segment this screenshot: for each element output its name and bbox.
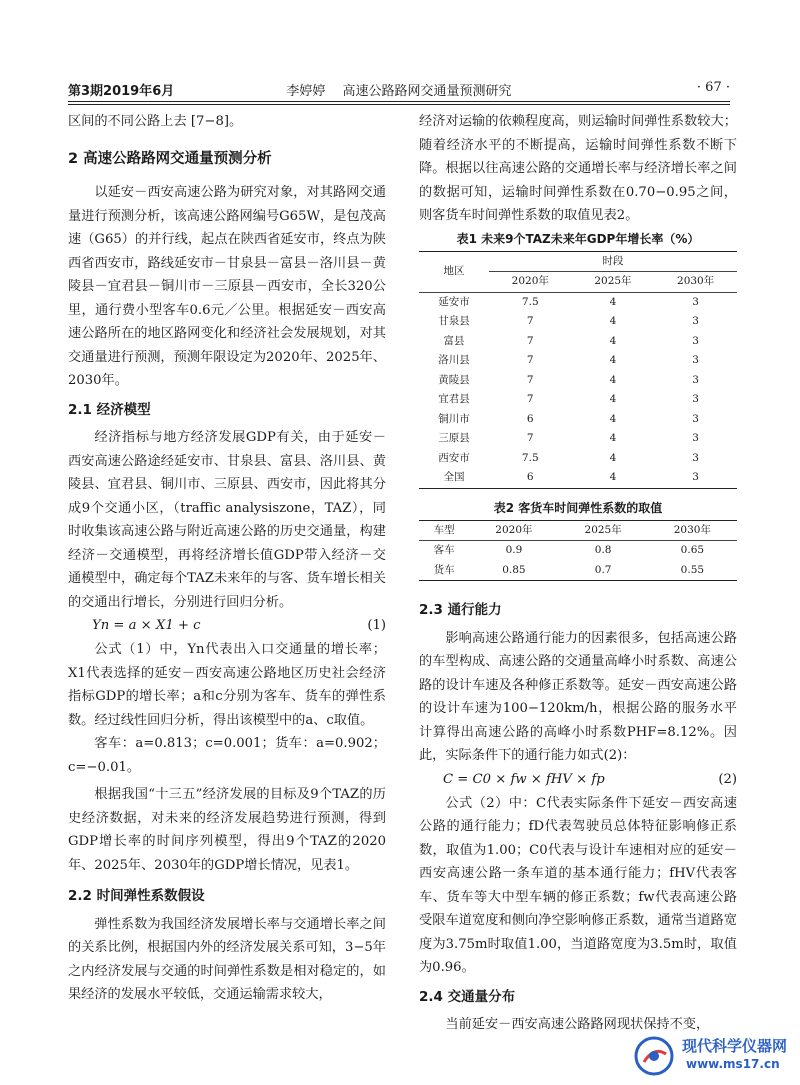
table-cell: 3 xyxy=(692,334,699,347)
table-row xyxy=(419,410,737,430)
table-row xyxy=(419,468,737,488)
equation-2 xyxy=(419,768,737,792)
header-rule xyxy=(68,101,730,102)
subsection-heading: 2.2 时间弹性系数假设 xyxy=(68,888,205,904)
table-cell: 4 xyxy=(609,315,617,327)
table-cell: 3 xyxy=(692,451,699,464)
author-title: 李婷婷 高速公路路网交通量预测研究 xyxy=(286,84,512,99)
table-cell: 4 xyxy=(609,373,617,386)
subsection-heading: 2.3 通行能力 xyxy=(419,602,502,618)
table-2 xyxy=(419,520,737,582)
table-cell: 洛川县 xyxy=(438,354,470,366)
table-cell: 黄陵县 xyxy=(438,373,470,386)
table-cell: 客车 xyxy=(433,544,455,556)
table-cell: 4 xyxy=(609,295,617,308)
table-cell: 甘泉县 xyxy=(438,315,470,327)
table-row xyxy=(419,390,737,410)
left-column xyxy=(68,110,386,1007)
header-rule-thin xyxy=(68,104,730,105)
table-row xyxy=(419,541,737,561)
table-cell: 富县 xyxy=(443,334,465,347)
table-cell: 货车 xyxy=(433,563,455,576)
table-cell: 3 xyxy=(692,432,699,444)
table-cell: 西安市 xyxy=(438,451,470,464)
table-row xyxy=(419,332,737,352)
table-cell: 7 xyxy=(526,432,534,444)
table-row xyxy=(419,292,737,312)
watermark-logo xyxy=(632,1030,792,1080)
section-heading: 2 高速公路路网交通量预测分析 xyxy=(68,150,272,167)
table-cell: 3 xyxy=(692,295,699,308)
table-cell: 0.8 xyxy=(594,544,612,556)
table-row xyxy=(419,449,737,469)
table-cell: 4 xyxy=(609,471,617,483)
equation-1 xyxy=(68,614,386,638)
table-cell: 3 xyxy=(692,412,699,425)
table-cell: 6 xyxy=(526,412,534,425)
table-cell: 3 xyxy=(692,315,699,327)
table-cell: 3 xyxy=(692,393,699,405)
table-cell: 延安市 xyxy=(438,295,470,308)
table-cell: 7 xyxy=(526,334,534,347)
table-cell: 铜川市 xyxy=(438,412,470,425)
table-2-caption: 表2 客货车时间弹性系数的取值 xyxy=(493,500,663,515)
table-cell: 0.55 xyxy=(680,563,705,576)
table-header: 2025年 xyxy=(584,523,622,536)
table-cell: 7.5 xyxy=(521,451,539,464)
paragraph: 以延安－西安高速公路为研究对象，对其路网交通量进行预测分析，该高速公路网编号G65W，是包茂高速（G65）的并行线，起点在陕西省延安市，终点为陕西省西安市，路线延安市－甘泉县－富县－洛川县－黄陵县－宜君县－铜川市－三原县－西安市，全长320公里，通行费小型客车0.6元／公里。根据延安－西安高速公路所在的地区路网变化和经济社会发展规划，对其交通量进行预测，预测年限设定为2020年、2025年、2030年。 xyxy=(68,185,386,388)
table-cell: 4 xyxy=(609,393,617,405)
running-header xyxy=(68,80,730,100)
table-cell: 4 xyxy=(609,432,617,444)
watermark-url: www.ms17.cn xyxy=(686,1057,780,1071)
table-cell: 6 xyxy=(526,471,534,483)
table-header: 2025年 xyxy=(594,275,632,287)
equation-formula: Yn = a × X1 + c xyxy=(92,618,201,633)
table-1 xyxy=(419,251,737,489)
table-cell: 3 xyxy=(692,373,699,386)
table-header: 2020年 xyxy=(495,523,533,536)
table-row xyxy=(419,312,737,332)
subsection-heading: 2.4 交通量分布 xyxy=(419,988,516,1005)
table-1-caption: 表1 未来9个TAZ未来年GDP年增长率（%） xyxy=(456,231,700,246)
page-number: · 67 · xyxy=(696,80,730,95)
equation-number: (1) xyxy=(367,618,386,633)
table-row xyxy=(419,561,737,581)
table-cell: 0.65 xyxy=(680,544,705,556)
paragraph: 当前延安－西安高速公路路网现状保持不变， xyxy=(445,1017,710,1032)
journal-issue: 第3期2019年6月 xyxy=(68,84,175,99)
paragraph: 客车：a=0.813；c=0.001；货车：a=0.902；c=−0.01。 xyxy=(68,736,386,775)
table-cell: 全国 xyxy=(443,471,465,483)
paragraph: 区间的不同公路上去 [7−8]。 xyxy=(68,114,243,129)
table-cell: 7 xyxy=(526,354,534,366)
flask-logo-icon xyxy=(632,1032,676,1076)
table-header: 时段 xyxy=(489,251,737,272)
watermark-name: 现代科学仪器网 xyxy=(682,1037,788,1055)
table-cell: 3 xyxy=(692,471,699,483)
table-cell: 3 xyxy=(692,354,699,366)
table-header: 2030年 xyxy=(673,523,711,536)
table-cell: 7 xyxy=(526,393,534,405)
table-cell: 4 xyxy=(609,354,617,366)
table-cell: 7 xyxy=(526,373,534,386)
table-cell: 4 xyxy=(609,412,617,425)
paragraph: 影响高速公路通行能力的因素很多，包括高速公路的车型构成、高速公路的交通量高峰小时系数、高速公路的设计车速及各种修正系数等。延安－西安高速公路的设计车速为100−120km/h，根据公路的服务水平计算得出高速公路的高峰小时系数PHF=8.12%。因此，实际条件下的通行能力如式(2)： xyxy=(419,630,737,763)
table-cell: 0.85 xyxy=(502,563,526,576)
paragraph: 公式（2）中：C代表实际条件下延安－西安高速公路的通行能力；fD代表驾驶员总体特征影响修正系数，取值为1.00；C0代表与设计车速相对应的延安－西安高速公路一条车道的基本通行能力；fHV代表客车、货车等大中型车辆的修正系数；fw代表高速公路受限车道宽度和侧向净空影响修正系数，通常当道路宽度为3.75m时取值1.00，当道路宽度为3.5m时，取值为0.96。 xyxy=(419,795,737,975)
table-cell: 0.9 xyxy=(505,544,523,556)
paragraph: 公式（1）中，Yn代表出入口交通量的增长率；X1代表选择的延安－西安高速公路地区历史社会经济指标GDP的增长率；a和c分别为客车、货车的弹性系数。经过线性回归分析，得出该模型中的a、c取值。 xyxy=(68,642,386,728)
paragraph: 经济对运输的依赖程度高，则运输时间弹性系数较大；随着经济水平的不断提高，运输时间弹性系数不断下降。根据以往高速公路的交通增长率与经济增长率之间的数据可知，运输时间弹性系数在0.70−0.95之间，则客货车时间弹性系数的取值见表2。 xyxy=(419,114,737,223)
subsection-heading: 2.1 经济模型 xyxy=(68,401,151,418)
table-header: 2020年 xyxy=(511,275,549,287)
paragraph: 经济指标与地方经济发展GDP有关，由于延安－西安高速公路途经延安市、甘泉县、富县、洛川县、黄陵县、宜君县、铜川市、三原县、西安市，因此将其分成9个交通小区，（traffic analysiszone，TAZ），同时收集该高速公路与附近高速公路的历史交通量，构建经济－交通模型，再将经济增长值GDP带入经济－交通模型中，确定每个TAZ未来年的与客、货车增长相关的交通出行增长，分别进行回归分析。 xyxy=(68,430,386,610)
table-cell: 宜君县 xyxy=(438,393,470,405)
paragraph: 弹性系数为我国经济发展增长率与交通增长率之间的关系比例，根据国内外的经济发展关系可知，3−5年之内经济发展与交通的时间弹性系数是相对稳定的，如果经济的发展水平较低，交通运输需求较大， xyxy=(68,916,386,1002)
equation-number: (2) xyxy=(718,771,737,787)
table-row xyxy=(419,429,737,449)
table-cell: 0.7 xyxy=(594,563,612,576)
right-column xyxy=(419,110,737,1037)
paragraph: 根据我国“十三五”经济发展的目标及9个TAZ的历史经济数据，对未来的经济发展趋势进行预测，得到GDP增长率的时间序列模型，得出9个TAZ的2020年、2025年、2030年的GDP增长情况，见表1。 xyxy=(68,787,386,873)
table-row xyxy=(419,351,737,371)
table-cell: 4 xyxy=(609,451,617,464)
table-cell: 7.5 xyxy=(521,295,539,308)
table-row xyxy=(419,371,737,391)
table-header: 地区 xyxy=(419,251,489,292)
table-cell: 7 xyxy=(526,315,534,327)
table-header: 2030年 xyxy=(677,275,715,287)
table-header: 车型 xyxy=(433,523,455,536)
equation-formula: C = C0 × fw × fHV × fp xyxy=(443,771,605,787)
table-cell: 4 xyxy=(609,334,617,347)
table-cell: 三原县 xyxy=(438,432,470,444)
